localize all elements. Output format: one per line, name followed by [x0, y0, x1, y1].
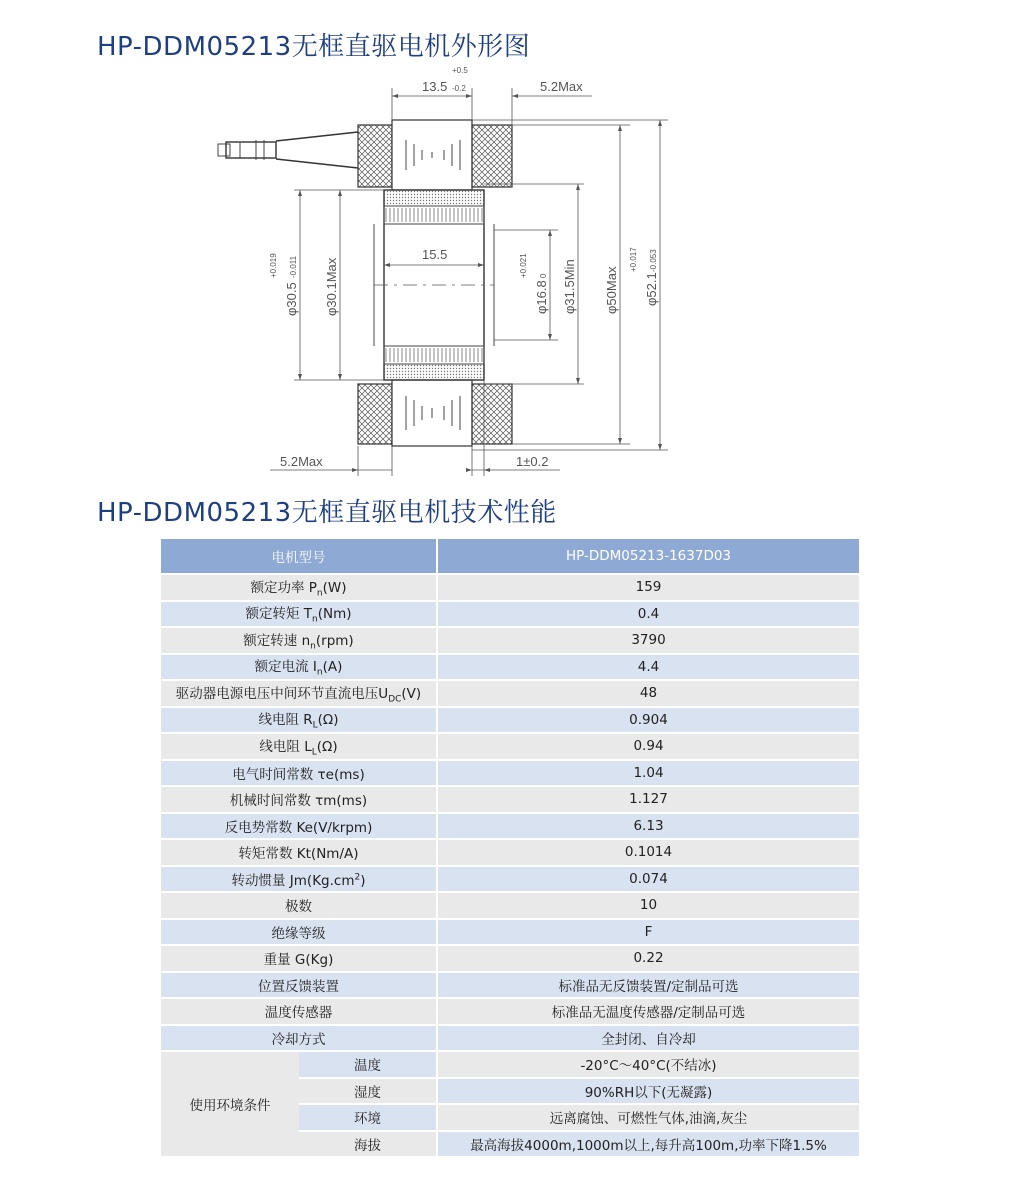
dim-dia-31-5: φ31.5Min — [562, 259, 577, 314]
spec-label: 线电阻 $L_L(\Omega)$ — [161, 734, 438, 759]
spec-value: 0.1014 — [438, 840, 859, 865]
dim-inner-width: 15.5 — [422, 247, 448, 262]
spec-label: 冷却方式 — [161, 1026, 438, 1051]
cable-lead — [218, 132, 358, 168]
dim-dia-30-5-tol-minus: -0.011 — [289, 255, 298, 278]
dim-dia-52-1-tol-plus: +0.017 — [629, 247, 638, 272]
spec-value: 4.4 — [438, 655, 859, 680]
spec-value: 0.22 — [438, 946, 859, 971]
dim-top-tol-minus: -0.2 — [452, 84, 466, 93]
spec-label: 额定功率 $P_n(W)$ — [161, 575, 438, 600]
spec-value: 0.94 — [438, 734, 859, 759]
spec-label: 驱动器电源电压中间环节直流电压$U_{DC}(V)$ — [161, 681, 438, 706]
dim-top-tol-plus: +0.5 — [452, 66, 468, 75]
env-value: 最高海拔4000m,1000m以上,每升高100m,功率下降1.5% — [438, 1132, 859, 1157]
spec-label: 温度传感器 — [161, 999, 438, 1024]
spec-row — [161, 761, 859, 786]
dim-dia-30-1: φ30.1Max — [324, 257, 339, 316]
spec-label: 位置反馈装置 — [161, 973, 438, 998]
spec-row — [161, 655, 859, 680]
spec-value: 6.13 — [438, 814, 859, 839]
env-label: 海拔 — [299, 1132, 438, 1157]
spec-row — [161, 1026, 859, 1051]
rotor-section — [374, 190, 494, 380]
header-model-label: 电机型号 — [161, 539, 438, 573]
spec-label: 绝缘等级 — [161, 920, 438, 945]
env-value: 90%RH以下(无凝露) — [438, 1079, 859, 1104]
spec-table — [161, 537, 859, 1158]
spec-row — [161, 973, 859, 998]
header-model-value: HP-DDM05213-1637D03 — [438, 539, 859, 573]
dim-dia-50: φ50Max — [604, 266, 619, 314]
dim-top-width: 13.5 — [422, 79, 448, 94]
dim-dia-52-1-tol-minus: -0.053 — [649, 249, 658, 272]
spec-label: 线电阻 $R_L(\Omega)$ — [161, 708, 438, 733]
spec-label: 反电势常数 Ke(V/krpm) — [161, 814, 438, 839]
spec-label: 转动惯量 $Jm(Kg.cm^2)$ — [161, 867, 438, 892]
spec-value: 0.904 — [438, 708, 859, 733]
spec-row — [161, 814, 859, 839]
spec-value: 48 — [438, 681, 859, 706]
spec-row — [161, 840, 859, 865]
drawing-section-title: HP-DDM05213无框直驱电机外形图 — [97, 32, 531, 62]
env-value: 远离腐蚀、可燃性气体,油滴,灰尘 — [438, 1105, 859, 1130]
spec-value: 0.074 — [438, 867, 859, 892]
spec-label: 极数 — [161, 893, 438, 918]
inner-width-dimension — [384, 247, 484, 267]
spec-label: 重量 G(Kg) — [161, 946, 438, 971]
spec-label: 机械时间常数 τm(ms) — [161, 787, 438, 812]
dim-dia-52-1: φ52.1 — [644, 272, 659, 306]
dim-bottom-right: 1±0.2 — [516, 454, 549, 469]
spec-value: 0.4 — [438, 602, 859, 627]
table-header-row — [161, 539, 859, 573]
spec-value: 10 — [438, 893, 859, 918]
motor-outline-drawing — [200, 58, 680, 478]
spec-value: 1.127 — [438, 787, 859, 812]
dim-dia-16-8-tol-minus: 0 — [539, 273, 548, 278]
env-group-label: 使用环境条件 — [161, 1052, 299, 1156]
spec-row — [161, 893, 859, 918]
dim-dia-30-5: φ30.5 — [284, 282, 299, 316]
spec-label: 转矩常数 Kt(Nm/A) — [161, 840, 438, 865]
spec-row — [161, 628, 859, 653]
spec-row — [161, 999, 859, 1024]
spec-value: 3790 — [438, 628, 859, 653]
spec-row — [161, 602, 859, 627]
spec-label: 额定转速 $n_n(rpm)$ — [161, 628, 438, 653]
spec-row — [161, 920, 859, 945]
left-diameter-dimensions — [269, 190, 384, 380]
spec-value: 159 — [438, 575, 859, 600]
dim-dia-16-8: φ16.8 — [534, 280, 549, 314]
spec-row — [161, 708, 859, 733]
spec-label: 额定电流 $I_n(A)$ — [161, 655, 438, 680]
spec-row — [161, 787, 859, 812]
spec-row — [161, 867, 859, 892]
spec-row — [161, 575, 859, 600]
spec-row — [161, 681, 859, 706]
spec-value: 标准品无温度传感器/定制品可选 — [438, 999, 859, 1024]
stator-bottom-section — [358, 380, 512, 446]
spec-label: 额定转矩 $T_n(Nm)$ — [161, 602, 438, 627]
spec-value: F — [438, 920, 859, 945]
dim-dia-16-8-tol-plus: +0.021 — [519, 253, 528, 278]
spec-value: 1.04 — [438, 761, 859, 786]
env-label: 湿度 — [299, 1079, 438, 1104]
spec-value: 全封闭、自冷却 — [438, 1026, 859, 1051]
spec-label: 电气时间常数 τe(ms) — [161, 761, 438, 786]
stator-top-section — [358, 120, 512, 190]
spec-row — [161, 734, 859, 759]
env-label: 环境 — [299, 1105, 438, 1130]
dim-top-right: 5.2Max — [540, 79, 583, 94]
spec-row — [161, 946, 859, 971]
spec-section-title: HP-DDM05213无框直驱电机技术性能 — [97, 498, 557, 528]
dim-dia-30-5-tol-plus: +0.019 — [269, 253, 278, 278]
env-value: -20°C～40°C(不结冰) — [438, 1052, 859, 1077]
env-row — [161, 1052, 859, 1077]
dim-bottom-left: 5.2Max — [280, 454, 323, 469]
env-label: 温度 — [299, 1052, 438, 1077]
spec-table-body — [161, 575, 859, 1156]
top-dimensions — [392, 66, 592, 125]
spec-value: 标准品无反馈装置/定制品可选 — [438, 973, 859, 998]
